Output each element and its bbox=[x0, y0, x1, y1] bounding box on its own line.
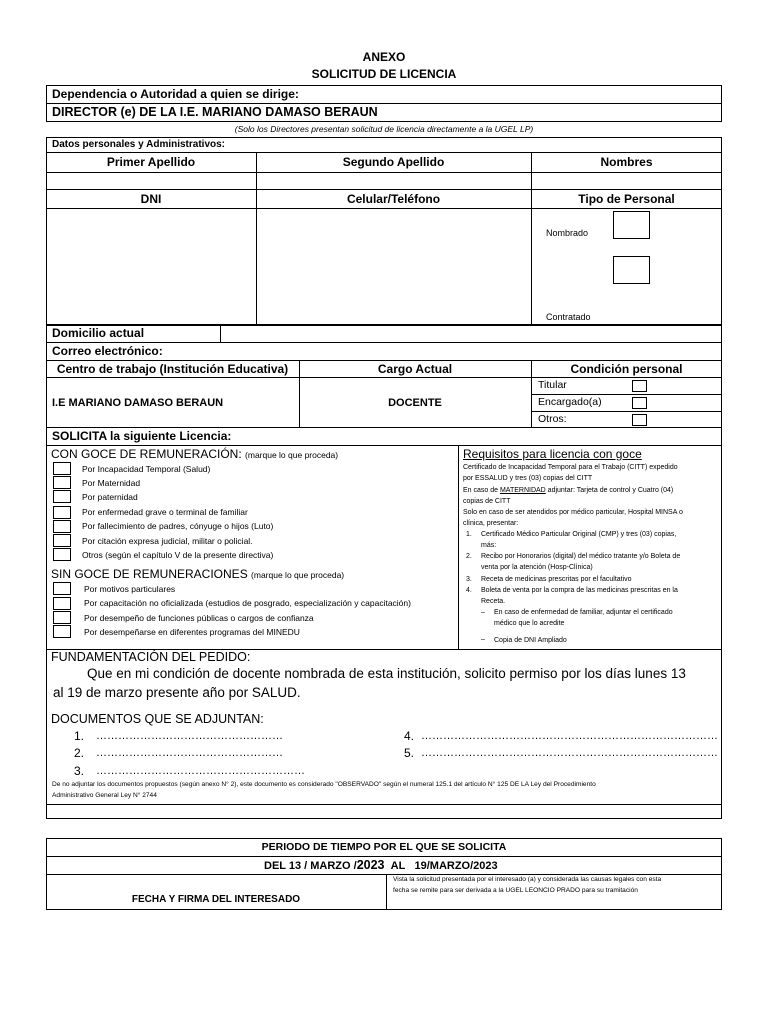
checkbox-incapacidad[interactable] bbox=[53, 462, 71, 475]
personal-section-label: Datos personales y Administrativos: bbox=[52, 139, 226, 150]
requirement-text: En caso de MATERNIDAD adjuntar: Tarjeta de control y Cuatro (04) bbox=[463, 487, 674, 494]
requirement-text: por ESSALUD y tres (03) copias del CITT bbox=[463, 475, 593, 482]
grounds-line-2: al 19 de marzo presente año por SALUD. bbox=[53, 685, 301, 700]
checkbox-programas-minedu[interactable] bbox=[53, 625, 71, 638]
requirement-text: copias de CITT bbox=[463, 498, 511, 505]
condition-titular: Titular bbox=[538, 379, 567, 391]
dni-header: DNI bbox=[140, 192, 162, 206]
requirement-text: Boleta de venta por la compra de las medicinas prescritas en la bbox=[481, 587, 678, 594]
requirement-text: Certificado de Incapacidad Temporal para el Trabajo (CITT) expedido bbox=[463, 464, 678, 471]
requirement-number: 4. bbox=[466, 587, 472, 594]
without-pay-item: Por capacitación no oficializada (estudios de posgrado, especialización y capacitación) bbox=[84, 598, 411, 608]
signature-label: FECHA Y FIRMA DEL INTERESADO bbox=[131, 894, 301, 905]
document-line-3[interactable]: ………………………………………………… bbox=[96, 765, 305, 777]
phone-header: Celular/Teléfono bbox=[346, 192, 441, 206]
position-value: DOCENTE bbox=[388, 397, 442, 409]
first-surname-header: Primer Apellido bbox=[106, 155, 196, 169]
period-range: DEL 13 / MARZO /2023 AL 19/MARZO/2023 bbox=[264, 858, 498, 872]
second-surname-header: Segundo Apellido bbox=[342, 155, 445, 169]
document-number: 4. bbox=[404, 729, 415, 743]
grounds-label: FUNDAMENTACIÓN DEL PEDIDO: bbox=[51, 650, 251, 664]
document-line-4[interactable]: ……………………………………………………………………… bbox=[421, 730, 718, 742]
requirement-text: Solo en caso de ser atendidos por médico particular, Hospital MINSA o bbox=[463, 509, 683, 516]
document-line-5[interactable]: ……………………………………………………………………… bbox=[421, 747, 718, 759]
requirement-text: Receta de medicinas prescritas por el facultativo bbox=[481, 576, 632, 583]
request-box bbox=[46, 427, 722, 819]
documents-note: Administrativo General Ley N° 2744 bbox=[52, 792, 157, 799]
document-line-1[interactable]: …………………………………………… bbox=[96, 730, 283, 742]
requirement-number: 2. bbox=[466, 553, 472, 560]
condition-otros: Otros: bbox=[538, 413, 567, 425]
documents-note: De no adjuntar los documentos propuestos (según anexo N° 2), este documento es considerado "OBSERVADO" según el numeral 125.1 del artículo N° 125 DE LA Ley del Procedimiento bbox=[52, 781, 596, 788]
document-line-2[interactable]: …………………………………………… bbox=[96, 747, 283, 759]
checkbox-funciones-publicas[interactable] bbox=[53, 611, 71, 624]
requirement-text: venta por la atención (Hosp-Clínica) bbox=[481, 564, 593, 571]
with-pay-item: Por paternidad bbox=[82, 492, 138, 502]
contracted-label: Contratado bbox=[546, 312, 591, 322]
without-pay-item: Por motivos particulares bbox=[84, 584, 176, 594]
checkbox-otros[interactable] bbox=[53, 548, 71, 561]
recipient-value: DIRECTOR (e) DE LA I.E. MARIANO DAMASO BERAUN bbox=[52, 105, 378, 119]
requirement-text: Receta. bbox=[481, 598, 506, 605]
period-label: PERIODO DE TIEMPO POR EL QUE SE SOLICITA bbox=[261, 841, 507, 853]
contracted-checkbox[interactable] bbox=[613, 256, 650, 284]
condition-encargado: Encargado(a) bbox=[538, 396, 602, 408]
with-pay-item: Por Maternidad bbox=[82, 478, 141, 488]
without-pay-item: Por desempeño de funciones públicas o cargos de confianza bbox=[84, 613, 314, 623]
address-label: Domicilio actual bbox=[52, 326, 145, 340]
with-pay-item: Por fallecimiento de padres, cónyuge o hijos (Luto) bbox=[82, 521, 274, 531]
document-number: 2. bbox=[74, 746, 85, 760]
titular-checkbox[interactable] bbox=[632, 380, 647, 392]
with-pay-item: Otros (según el capítulo V de la presente directiva) bbox=[82, 550, 274, 560]
requirement-text: clínica, presentar: bbox=[463, 520, 519, 527]
with-pay-item: Por enfermedad grave o terminal de familiar bbox=[82, 507, 248, 517]
appointed-label: Nombrado bbox=[546, 228, 589, 238]
annex-title: ANEXO bbox=[362, 50, 406, 64]
requirement-dash: – bbox=[481, 636, 485, 643]
position-header: Cargo Actual bbox=[377, 362, 453, 376]
checkbox-maternidad[interactable] bbox=[53, 476, 71, 489]
checkbox-citacion[interactable] bbox=[53, 534, 71, 547]
requirement-text: médico que lo acredite bbox=[494, 620, 565, 627]
otros-checkbox[interactable] bbox=[632, 414, 647, 426]
document-number: 5. bbox=[404, 746, 415, 760]
requirement-text: En caso de enfermedad de familiar, adjuntar el certificado bbox=[494, 609, 673, 616]
with-pay-title: CON GOCE DE REMUNERACIÓN: (marque lo que proceda) bbox=[51, 447, 339, 461]
signature-note: fecha se remite para ser derivada a la UGEL LEONCIO PRADO para su tramitación bbox=[393, 887, 638, 894]
encargado-checkbox[interactable] bbox=[632, 397, 647, 409]
checkbox-capacitacion[interactable] bbox=[53, 597, 71, 610]
documents-label: DOCUMENTOS QUE SE ADJUNTAN: bbox=[51, 712, 264, 726]
requirement-text: más: bbox=[481, 542, 497, 549]
work-center-value: I.E MARIANO DAMASO BERAUN bbox=[52, 397, 224, 409]
appointed-checkbox[interactable] bbox=[613, 211, 650, 239]
with-pay-item: Por citación expresa judicial, militar o policial. bbox=[82, 536, 253, 546]
recipient-note: (Solo los Directores presentan solicitud de licencia directamente a la UGEL LP) bbox=[234, 124, 534, 134]
checkbox-paternidad[interactable] bbox=[53, 490, 71, 503]
without-pay-item: Por desempeñarse en diferentes programas del MINEDU bbox=[84, 627, 300, 637]
staff-type-header: Tipo de Personal bbox=[578, 192, 675, 206]
document-number: 1. bbox=[74, 729, 85, 743]
requirements-title: Requisitos para licencia con goce bbox=[463, 447, 642, 461]
work-center-header: Centro de trabajo (Institución Educativa) bbox=[56, 362, 289, 376]
checkbox-enfermedad[interactable] bbox=[53, 506, 71, 519]
recipient-label: Dependencia o Autoridad a quien se dirige: bbox=[52, 87, 299, 101]
requirement-text: Recibo por Honorarios (digital) del médico tratante y/o Boleta de bbox=[481, 553, 681, 560]
requirement-text: Certificado Médico Particular Original (CMP) y tres (03) copias, bbox=[481, 531, 677, 538]
requirement-dash: – bbox=[481, 609, 485, 616]
checkbox-fallecimiento[interactable] bbox=[53, 520, 71, 533]
condition-header: Condición personal bbox=[570, 362, 683, 376]
grounds-line-1: Que en mi condición de docente nombrada de esta institución, solicito permiso por los días lunes 13 bbox=[87, 666, 686, 681]
with-pay-item: Por Incapacidad Temporal (Salud) bbox=[82, 464, 211, 474]
signature-note: Vista la solicitud presentada por el interesado (a) y considerada las causas legales con esta bbox=[393, 876, 662, 883]
names-header: Nombres bbox=[600, 155, 653, 169]
without-pay-title: SIN GOCE DE REMUNERACIONES (marque lo que proceda) bbox=[51, 567, 345, 581]
request-title: SOLICITA la siguiente Licencia: bbox=[52, 429, 232, 443]
requirement-number: 1. bbox=[466, 531, 472, 538]
document-number: 3. bbox=[74, 764, 85, 778]
requirement-text: Copia de DNI Ampliado bbox=[494, 637, 567, 644]
form-title: SOLICITUD DE LICENCIA bbox=[311, 67, 457, 81]
checkbox-motivos-particulares[interactable] bbox=[53, 582, 71, 595]
email-label: Correo electrónico: bbox=[52, 344, 163, 358]
requirement-number: 3. bbox=[466, 576, 472, 583]
